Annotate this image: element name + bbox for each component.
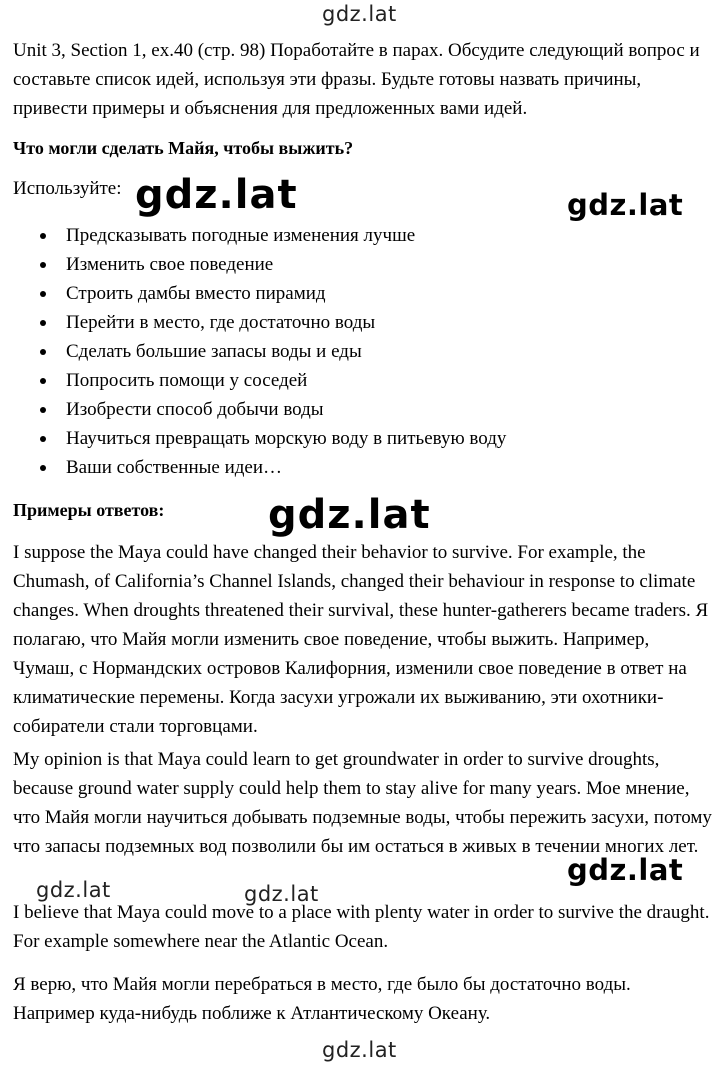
watermark-right-1: gdz.lat — [567, 188, 684, 222]
ideas-list — [40, 221, 506, 482]
use-label: Используйте: — [13, 178, 122, 199]
list-item: Предсказывать погодные изменения лучше — [40, 221, 506, 250]
list-item: Перейти в место, где достаточно воды — [40, 308, 506, 337]
watermark-top: gdz.lat — [322, 2, 397, 26]
answers-heading: Примеры ответов: — [13, 500, 165, 520]
list-item: Изобрести способ добычи воды — [40, 395, 506, 424]
list-item: Изменить свое поведение — [40, 250, 506, 279]
watermark-bottom: gdz.lat — [322, 1038, 397, 1062]
answer-paragraph-1: I suppose the Maya could have changed their behavior to survive. For example, the Chumash, of California’s Channel Islands, changed their behaviour in response to climate changes. When droughts threatened their survival, these hunter-gatherers became traders. Я полагаю, что Майя могли изменить свое поведение, чтобы выжить. Например, Чумаш, с Нормандских островов Калифорния, изменили свое поведение в ответ на климатические перемены. Когда засухи угрожали их выживанию, эти охотники-собиратели стали торговцами. — [13, 542, 709, 737]
answer-paragraph-4: Я верю, что Майя могли перебраться в место, где было бы достаточно воды. Например куда-нибудь поближе к Атлантическому Океану. — [13, 974, 631, 1024]
task-intro: Unit 3, Section 1, ex.40 (стр. 98) Поработайте в парах. Обсудите следующий вопрос и составьте список идей, используя эти фразы. Будьте готовы назвать причины, привести примеры и объяснения для предложенных вами идей. — [13, 40, 700, 119]
question-heading: Что могли сделать Майя, чтобы выжить? — [13, 138, 354, 158]
watermark-large-1: gdz.lat — [135, 172, 298, 218]
answer-paragraph-3: I believe that Maya could move to a place with plenty water in order to survive the draught. For example somewhere near the Atlantic Ocean. — [13, 902, 710, 952]
watermark-center-small: gdz.lat — [244, 882, 319, 906]
list-item: Попросить помощи у соседей — [40, 366, 506, 395]
list-item: Сделать большие запасы воды и еды — [40, 337, 506, 366]
watermark-large-2: gdz.lat — [268, 492, 431, 538]
list-item: Ваши собственные идеи… — [40, 453, 506, 482]
list-item: Строить дамбы вместо пирамид — [40, 279, 506, 308]
watermark-left-small: gdz.lat — [36, 878, 111, 902]
watermark-right-2: gdz.lat — [567, 853, 684, 887]
list-item: Научиться превращать морскую воду в питьевую воду — [40, 424, 506, 453]
answer-paragraph-2: My opinion is that Maya could learn to get groundwater in order to survive droughts, because ground water supply could help them to stay alive for many years. Мое мнение, что Майя могли научиться добывать подземные воды, чтобы пережить засухи, потому что запасы подземных вод позволили бы им остаться в живых в течении многих лет. — [13, 749, 712, 857]
